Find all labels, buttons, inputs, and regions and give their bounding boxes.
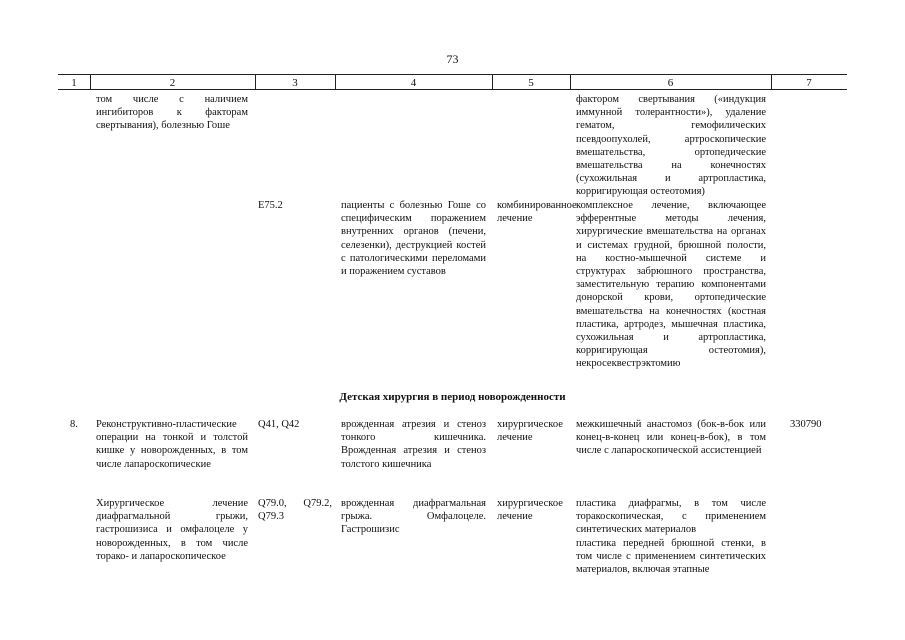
row-hernia-treatment-type: хирургическое лечение [497,498,563,523]
row-gaucher-method: комплексное лечение, включающее эфферентные методы лечения, хирургические вмешательства на органах и системах грудной, брюшной полости, на костно-мышечной системе и структурах забрюшного пространства, заместительную терапию компонентами донорской крови, ортопедические вмешательства на конечностях (костная пластика, артродез, мышечная пластика, сухожильная и артропластика, корригирующая остеотомия), некросеквестрэктомию [576,200,766,370]
row-hernia-name: Хирургическое лечение диафрагмальной грыжи, гастрошизиса и омфалоцеле у новорожденных, в том числе торако- и лапароскопическое [96,498,248,562]
page-number: 73 [446,52,459,66]
section-title: Детская хирургия в период новорожденности [339,391,566,403]
column-number-1: 1 [71,77,77,89]
row-hernia-code: Q79.0, Q79.2, Q79.3 [258,498,332,523]
column-number-2: 2 [169,77,176,89]
row-continued-name: том числе с наличием ингибиторов к факторам свертывания), болезнью Гоше [96,94,248,132]
row-8-number: 8. [70,419,78,430]
row-8-patients: врожденная атрезия и стеноз тонкого кишечника. Врожденная атрезия и стеноз толстого кишечника [341,419,486,470]
row-8-method: межкишечный анастомоз (бок-в-бок или конец-в-конец или конец-в-бок), в том числе с лапароскопической ассистенцией [576,419,766,457]
table-header-border [58,89,847,90]
column-number-4: 4 [410,77,417,89]
column-number-6: 6 [667,77,674,89]
row-8-cost: 330790 [790,419,822,430]
table-top-border [58,74,847,75]
column-number-3: 3 [292,77,298,89]
column-number-7: 7 [806,77,812,89]
row-gaucher-code: E75.2 [258,200,283,211]
row-8-code: Q41, Q42 [258,419,300,430]
row-8-name: Реконструктивно-пластические операции на тонкой и толстой кишке у новорожденных, в том числе лапароскопические [96,419,248,470]
row-hernia-patients: врожденная диафрагмальная грыжа. Омфалоцеле. Гастрошизис [341,498,486,536]
row-8-treatment-type: хирургическое лечение [497,419,563,444]
row-continued-method: фактором свертывания («индукция иммунной толерантности»), удаление гематом, гемофилических псевдоопухолей, артроскопические вмешательства, ортопедические вмешательства на конечностях (сухожильная и артропластика, корригирующая остеотомия) [576,94,766,198]
column-number-5: 5 [528,77,534,89]
row-gaucher-patients: пациенты с болезнью Гоше со специфическим поражением внутренних органов (печени, селезенки), деструкцией костей с патологическими переломами и поражением суставов [341,200,486,278]
row-hernia-method-2: пластика передней брюшной стенки, в том числе с применением синтетических материалов, включая этапные [576,538,766,576]
row-hernia-method-1: пластика диафрагмы, в том числе торакоскопическая, с применением синтетических материалов [576,498,766,536]
row-gaucher-treatment-type: комбинированное лечение [497,200,577,225]
